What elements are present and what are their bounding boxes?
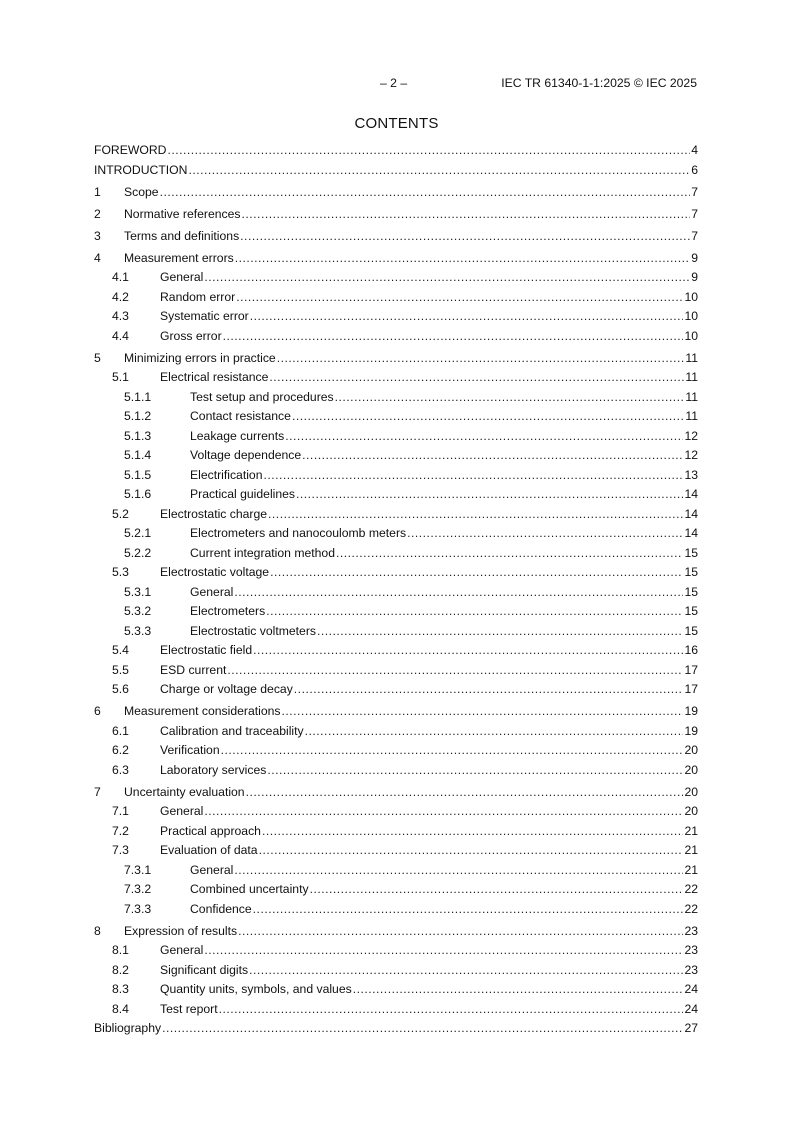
dot-leader [223,329,684,343]
toc-entry-number: 8 [94,923,101,938]
dot-leader [167,143,690,157]
toc-entry-page: 7 [691,184,698,199]
toc-entry-number: 5.2 [112,506,129,521]
toc-entry-page: 9 [691,270,698,284]
toc-entry[interactable] [94,882,698,902]
toc-entry-page: 10 [684,328,698,343]
toc-entry-label: Quantity units, symbols, and values [160,982,352,996]
toc-entry[interactable] [94,270,698,290]
toc-entry[interactable] [94,843,698,863]
toc-entry-page: 11 [685,350,698,365]
toc-entry-number: 4.2 [112,289,129,304]
toc-entry[interactable] [94,229,698,249]
toc-entry-page: 20 [684,762,698,777]
toc-entry-number: 5.1.5 [124,467,152,482]
toc-entry-label: Bibliography [94,1021,162,1035]
dot-leader [270,565,683,579]
toc-entry-page: 23 [684,923,698,938]
toc-entry[interactable] [94,943,698,963]
toc-entry-label: Measurement errors [124,250,234,265]
toc-entry-number: 5.1.4 [124,448,152,462]
toc-entry-label: Verification [160,743,220,757]
dot-leader [249,963,683,977]
toc-entry-page: 10 [684,289,698,304]
table-of-contents [94,143,698,1041]
toc-entry-label: Systematic error [160,309,249,323]
toc-entry-number: 4.3 [112,309,129,323]
toc-entry[interactable] [94,824,698,844]
dot-leader [267,763,683,777]
dot-leader [219,1002,684,1016]
toc-entry-label: Uncertainty evaluation [124,784,245,799]
dot-leader [188,163,690,177]
toc-entry[interactable] [94,290,698,310]
toc-entry-label: Scope [124,184,159,199]
toc-entry-page: 22 [684,882,698,896]
toc-entry[interactable] [94,863,698,883]
toc-entry[interactable] [94,982,698,1002]
toc-entry-label: Gross error [160,328,222,343]
dot-leader [285,429,683,443]
toc-entry-number: 6 [94,704,101,718]
toc-entry-number: 4 [94,250,101,265]
toc-entry[interactable] [94,526,698,546]
toc-entry[interactable] [94,309,698,329]
dot-leader [246,785,684,799]
page-header [0,76,793,92]
toc-entry-number: 3 [94,228,101,243]
toc-entry-number: 7.3.2 [124,882,152,896]
dot-leader [259,843,684,857]
toc-entry-page: 12 [684,448,698,462]
toc-entry-label: Combined uncertainty [190,882,309,896]
toc-entry-label: General [160,804,204,818]
toc-entry-number: 7.3 [112,843,129,857]
toc-entry-number: 5.2.1 [124,526,152,540]
toc-entry-page: 21 [684,862,698,877]
dot-leader [282,704,684,718]
toc-entry[interactable] [94,185,698,205]
toc-entry[interactable] [94,682,698,702]
toc-entry-page: 24 [684,982,698,996]
toc-entry-label: Measurement considerations [124,704,281,718]
toc-entry-page: 16 [684,643,698,657]
toc-entry-page: 6 [691,162,698,177]
toc-entry-number: 5.1 [112,370,129,384]
toc-entry-page: 22 [684,901,698,916]
toc-entry-number: 4.4 [112,328,129,343]
toc-entry-page: 13 [684,467,698,482]
toc-entry-page: 7 [691,228,698,243]
toc-entry-number: 4.1 [112,270,129,284]
toc-entry-label: Normative references [124,206,241,221]
dot-leader [317,624,683,638]
toc-entry-page: 12 [684,428,698,443]
dot-leader [234,585,683,599]
dot-leader [204,270,690,284]
dot-leader [204,943,683,957]
toc-entry[interactable] [94,724,698,744]
toc-entry-label: Leakage currents [190,428,285,443]
toc-entry-page: 11 [685,389,698,404]
toc-entry-page: 15 [684,604,698,618]
dot-leader [234,863,683,877]
toc-entry-page: 14 [684,526,698,540]
dot-leader [335,390,685,404]
dot-leader [160,185,691,199]
toc-entry-label: Electrostatic field [160,643,253,657]
dot-leader [263,468,683,482]
toc-entry-label: Expression of results [124,923,238,938]
toc-entry-label: Electrical resistance [160,370,269,384]
toc-entry-number: 5 [94,350,101,365]
toc-entry[interactable] [94,643,698,663]
toc-entry[interactable] [94,390,698,410]
dot-leader [238,924,683,938]
toc-entry-number: 6.3 [112,762,129,777]
dot-leader [235,251,690,265]
toc-entry[interactable] [94,1021,698,1041]
toc-entry[interactable] [94,546,698,566]
dot-leader [353,982,684,996]
dot-leader [305,724,684,738]
toc-entry-number: 5.1.6 [124,487,152,501]
contents-title: CONTENTS [354,115,439,132]
toc-entry[interactable] [94,963,698,983]
toc-entry-number: 7.3.3 [124,901,152,916]
toc-entry-number: 5.1.1 [124,389,152,404]
toc-entry-label: Significant digits [160,962,249,977]
toc-entry-number: 5.3 [112,565,129,579]
dot-leader [302,448,683,462]
toc-entry-label: Minimizing errors in practice [124,350,276,365]
dot-leader [407,526,683,540]
toc-entry[interactable] [94,763,698,783]
toc-entry[interactable] [94,487,698,507]
toc-entry-label: Calibration and traceability [160,723,304,738]
toc-entry-page: 19 [684,723,698,738]
dot-leader [221,743,684,757]
toc-entry-label: Charge or voltage decay [160,682,293,696]
toc-entry-label: Test setup and procedures [190,389,334,404]
toc-entry[interactable] [94,329,698,349]
toc-entry-page: 19 [684,704,698,718]
toc-entry-label: Electrometers [190,604,266,618]
toc-entry-page: 14 [684,506,698,521]
toc-entry-label: Electrostatic charge [160,506,268,521]
toc-entry-page: 15 [684,584,698,599]
toc-entry-label: General [190,862,234,877]
toc-entry-number: 7 [94,784,101,799]
toc-entry-label: Electrification [190,467,263,482]
toc-entry-number: 5.6 [112,682,129,696]
toc-entry[interactable] [94,924,698,944]
toc-entry[interactable] [94,207,698,227]
toc-entry-number: 5.1.3 [124,428,152,443]
toc-entry-label: Electrostatic voltmeters [190,623,316,638]
toc-entry-page: 23 [684,962,698,977]
toc-entry-number: 7.1 [112,804,129,818]
toc-entry-label: General [160,943,204,957]
toc-entry-label: Terms and definitions [124,228,240,243]
toc-entry[interactable] [94,163,698,183]
toc-entry-page: 20 [684,804,698,818]
toc-entry-page: 11 [685,370,698,384]
dot-leader [269,370,684,384]
dot-leader [162,1021,683,1035]
toc-entry[interactable] [94,785,698,805]
toc-entry[interactable] [94,804,698,824]
toc-entry-page: 10 [684,309,698,323]
toc-entry-label: Practical approach [160,823,261,838]
toc-entry-number: 5.3.2 [124,604,152,618]
toc-entry-label: General [190,584,234,599]
dot-leader [253,643,683,657]
toc-entry[interactable] [94,351,698,371]
toc-entry-label: Electrometers and nanocoulomb meters [190,526,407,540]
toc-entry-page: 9 [691,250,698,265]
dot-leader [236,290,683,304]
toc-entry-number: 8.3 [112,982,129,996]
toc-entry-label: ESD current [160,662,227,677]
toc-entry[interactable] [94,370,698,390]
toc-entry-page: 20 [684,743,698,757]
toc-entry-page: 24 [684,1001,698,1016]
toc-entry-label: General [160,270,204,284]
dot-leader [240,229,690,243]
toc-entry[interactable] [94,743,698,763]
toc-entry-page: 17 [684,662,698,677]
toc-entry-page: 27 [684,1021,698,1035]
toc-entry-label: FOREWORD [94,143,167,157]
dot-leader [336,546,683,560]
document-reference: IEC TR 61340-1-1:2025 © IEC 2025 [501,76,697,90]
toc-entry-label: Confidence [190,901,252,916]
toc-entry-page: 17 [684,682,698,696]
toc-entry-number: 7.2 [112,823,129,838]
toc-entry-label: INTRODUCTION [94,162,188,177]
page-number: – 2 – [380,76,408,90]
toc-entry-number: 8.4 [112,1001,129,1016]
toc-entry[interactable] [94,704,698,724]
toc-entry[interactable] [94,565,698,585]
toc-entry-page: 4 [691,143,698,157]
toc-entry-label: Voltage dependence [190,448,302,462]
toc-entry[interactable] [94,429,698,449]
toc-entry-number: 7.3.1 [124,862,152,877]
dot-leader [294,682,684,696]
dot-leader [253,902,684,916]
dot-leader [227,663,683,677]
toc-entry-page: 21 [684,843,698,857]
dot-leader [310,882,684,896]
toc-entry[interactable] [94,663,698,683]
dot-leader [242,207,691,221]
toc-entry-number: 5.3.1 [124,584,152,599]
toc-entry-number: 5.2.2 [124,545,152,560]
dot-leader [266,604,683,618]
dot-leader [204,804,683,818]
toc-entry-page: 15 [684,565,698,579]
dot-leader [277,351,685,365]
toc-entry-page: 7 [691,206,698,221]
toc-entry[interactable] [94,585,698,605]
toc-entry-number: 5.5 [112,662,129,677]
toc-entry-label: Contact resistance [190,409,291,423]
toc-entry[interactable] [94,902,698,922]
toc-entry[interactable] [94,604,698,624]
toc-entry[interactable] [94,468,698,488]
toc-entry-label: Practical guidelines [190,487,296,501]
toc-entry-page: 15 [684,545,698,560]
toc-entry[interactable] [94,448,698,468]
dot-leader [262,824,683,838]
toc-entry-page: 21 [684,823,698,838]
dot-leader [296,487,683,501]
toc-entry-page: 15 [684,623,698,638]
toc-entry-page: 14 [684,487,698,501]
toc-entry[interactable] [94,143,698,163]
toc-entry-label: Laboratory services [160,762,267,777]
toc-entry[interactable] [94,507,698,527]
toc-entry[interactable] [94,409,698,429]
toc-entry-number: 8.2 [112,962,129,977]
toc-entry-number: 5.4 [112,643,129,657]
toc-entry[interactable] [94,1002,698,1022]
toc-entry-label: Evaluation of data [160,843,258,857]
toc-entry[interactable] [94,251,698,271]
toc-entry[interactable] [94,624,698,644]
toc-entry-page: 23 [684,943,698,957]
toc-entry-number: 2 [94,206,101,221]
dot-leader [250,309,684,323]
toc-entry-label: Current integration method [190,545,335,560]
toc-entry-page: 20 [684,784,698,799]
toc-entry-page: 11 [685,409,698,423]
toc-entry-number: 8.1 [112,943,129,957]
toc-entry-number: 6.1 [112,723,129,738]
toc-entry-label: Electrostatic voltage [160,565,270,579]
toc-entry-number: 6.2 [112,743,129,757]
toc-entry-label: Random error [160,289,236,304]
toc-entry-number: 5.1.2 [124,409,152,423]
toc-entry-label: Test report [160,1001,218,1016]
toc-entry-number: 1 [94,184,101,199]
toc-entry-number: 5.3.3 [124,623,152,638]
dot-leader [292,409,684,423]
dot-leader [268,507,683,521]
